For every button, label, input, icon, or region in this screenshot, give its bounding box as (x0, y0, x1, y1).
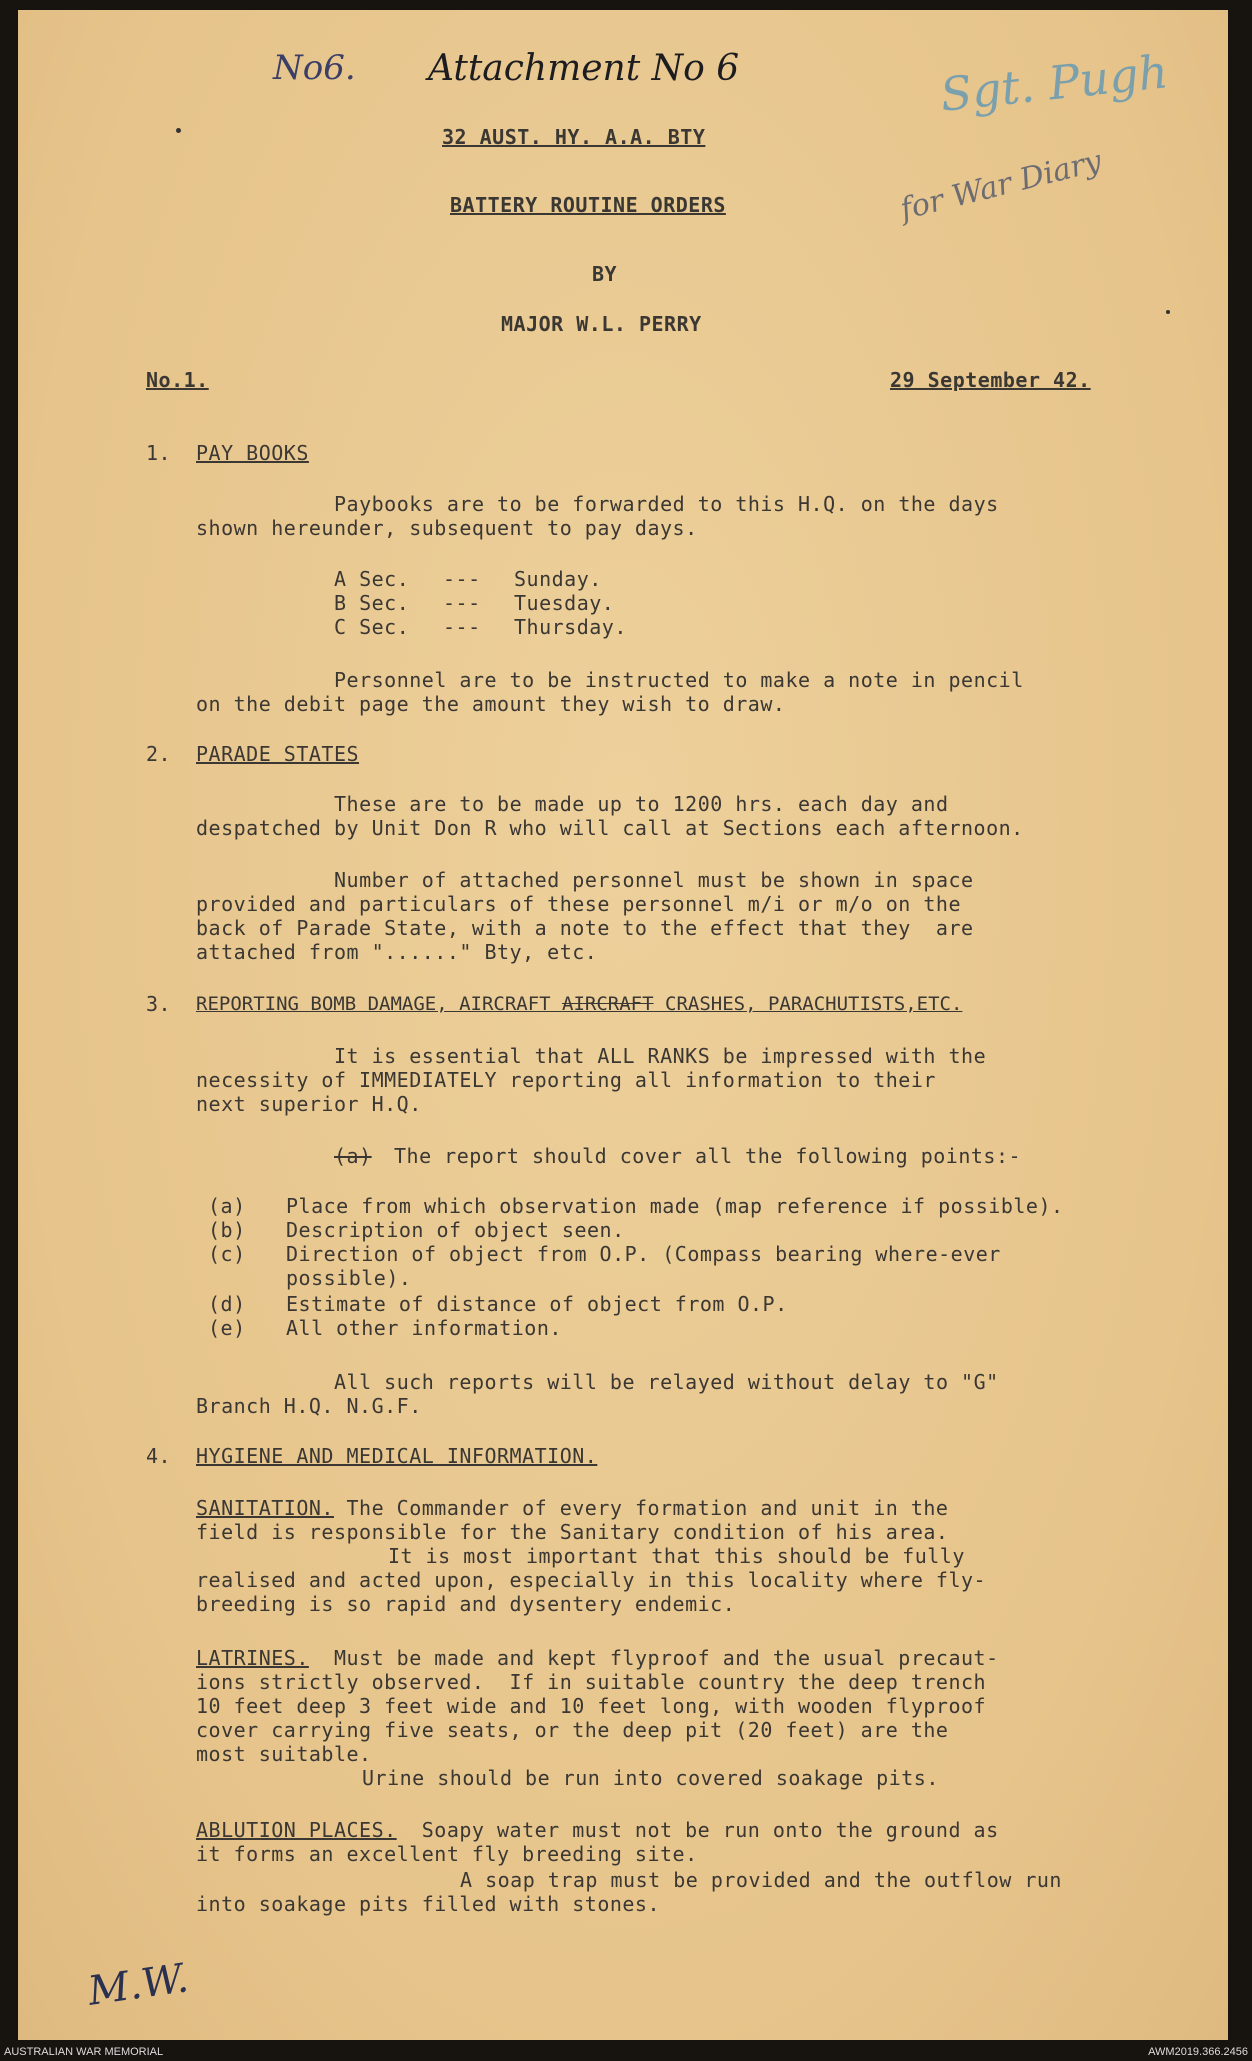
ink-mark (1166, 310, 1170, 314)
paragraph-line: despatched by Unit Don R who will call at Sections each afternoon. (196, 816, 1024, 840)
pay-day-section: B Sec. (334, 591, 410, 615)
point-label: (b) (208, 1218, 246, 1242)
latrines-paragraph (196, 1646, 999, 1670)
point-text: Description of object seen. (286, 1218, 625, 1242)
footer-reference: AWM2019.366.2456 (1148, 2046, 1248, 2058)
point-text: Direction of object from O.P. (Compass bearing where-ever (286, 1242, 1001, 1266)
paragraph-line: Must be made and kept flyproof and the usual precaut- (308, 1646, 999, 1670)
by-label: BY (592, 262, 618, 286)
paragraph-line: Urine should be run into covered soakage pits. (362, 1766, 939, 1790)
section-heading-parade-states: PARADE STATES (196, 742, 360, 766)
unit-heading: 32 AUST. HY. A.A. BTY (442, 125, 706, 149)
paragraph-line: ions strictly observed. If in suitable country the deep trench (196, 1670, 987, 1694)
paragraph-line: it forms an excellent fly breeding site. (196, 1842, 698, 1866)
document-title: BATTERY ROUTINE ORDERS (450, 193, 726, 217)
section-number: 2. (146, 742, 172, 766)
document-page (18, 10, 1228, 2040)
paragraph-line: shown hereunder, subsequent to pay days. (196, 516, 698, 540)
paragraph-line: Personnel are to be instructed to make a note in pencil (334, 668, 1024, 692)
pay-day: Thursday. (514, 615, 627, 639)
paragraph-line: These are to be made up to 1200 hrs. each day and (334, 792, 949, 816)
point-text: possible). (286, 1266, 412, 1290)
section-number: 1. (146, 441, 172, 465)
paragraph-line: necessity of IMMEDIATELY reporting all information to their (196, 1068, 936, 1092)
paragraph-line: Paybooks are to be forwarded to this H.Q. on the days (334, 492, 999, 516)
paragraph-line: on the debit page the amount they wish to draw. (196, 692, 786, 716)
heading-part: CRASHES, PARACHUTISTS,ETC. (653, 993, 963, 1015)
paragraph-line: next superior H.Q. (196, 1092, 422, 1116)
paragraph-line: realised and acted upon, especially in this locality where fly- (196, 1568, 987, 1592)
pay-day-section: A Sec. (334, 567, 410, 591)
point-text: All other information. (286, 1316, 562, 1340)
ink-mark (176, 128, 181, 133)
handwritten-initials: M.W. (85, 1955, 192, 2015)
sanitation-paragraph (196, 1496, 948, 1520)
latrines-label: LATRINES. (196, 1646, 309, 1670)
handwritten-sgt-pugh: Sgt. Pugh (937, 44, 1171, 122)
section-number: 4. (146, 1444, 172, 1468)
paragraph-line: Branch H.Q. N.G.F. (196, 1394, 422, 1418)
section-heading-hygiene: HYGIENE AND MEDICAL INFORMATION. (196, 1444, 598, 1468)
footer-credit: AUSTRALIAN WAR MEMORIAL (4, 2046, 164, 2058)
paragraph-line: Number of attached personnel must be shown in space (334, 868, 974, 892)
paragraph-line: cover carrying five seats, or the deep pit (20 feet) are the (196, 1718, 949, 1742)
paragraph-line: into soakage pits filled with stones. (196, 1892, 661, 1916)
section-heading-pay-books: PAY BOOKS (196, 441, 309, 465)
ablution-paragraph (196, 1818, 999, 1842)
paragraph-line: The report should cover all the following points:- (394, 1144, 1022, 1168)
paragraph-line: The Commander of every formation and unit in the (333, 1496, 949, 1520)
handwritten-ref-number: No6. (273, 48, 356, 88)
paragraph-line: field is responsible for the Sanitary condition of his area. (196, 1520, 949, 1544)
order-date: 29 September 42. (890, 368, 1091, 392)
sanitation-label: SANITATION. (196, 1496, 334, 1520)
pay-day: Sunday. (514, 567, 602, 591)
paragraph-line: back of Parade State, with a note to the effect that they are (196, 916, 974, 940)
section-number: 3. (146, 992, 172, 1016)
point-text: Estimate of distance of object from O.P. (286, 1292, 788, 1316)
heading-part: REPORTING BOMB DAMAGE, AIRCRAFT (196, 993, 563, 1015)
pay-day-separator: --- (443, 615, 481, 639)
paragraph-line: It is most important that this should be fully (388, 1544, 965, 1568)
paragraph-line: breeding is so rapid and dysentery endemic. (196, 1592, 736, 1616)
paragraph-line: most suitable. (196, 1742, 372, 1766)
pay-day-separator: --- (443, 591, 481, 615)
point-label: (a) (208, 1194, 246, 1218)
paragraph-line: 10 feet deep 3 feet wide and 10 feet long, with wooden flyproof (196, 1694, 987, 1718)
commander-name: MAJOR W.L. PERRY (501, 312, 702, 336)
point-label: (d) (208, 1292, 246, 1316)
pay-day: Tuesday. (514, 591, 615, 615)
pay-day-section: C Sec. (334, 615, 410, 639)
paragraph-line: A soap trap must be provided and the outflow run (460, 1868, 1062, 1892)
paragraph-line: provided and particulars of these personnel m/i or m/o on the (196, 892, 962, 916)
point-label: (e) (208, 1316, 246, 1340)
point-label: (c) (208, 1242, 246, 1266)
ablution-label: ABLUTION PLACES. (196, 1818, 397, 1842)
paragraph-line: All such reports will be relayed without delay to "G" (334, 1370, 999, 1394)
paragraph-line: It is essential that ALL RANKS be impressed with the (334, 1044, 987, 1068)
paragraph-line: attached from "......" Bty, etc. (196, 940, 598, 964)
point-text: Place from which observation made (map reference if possible). (286, 1194, 1064, 1218)
paragraph-line: Soapy water must not be run onto the ground as (396, 1818, 999, 1842)
section-heading-reporting (196, 992, 962, 1016)
struck-word: AIRCRAFT (562, 993, 654, 1015)
pay-day-separator: --- (443, 567, 481, 591)
struck-label: (a) (334, 1144, 372, 1168)
handwritten-for-war-diary: for War Diary (896, 143, 1106, 228)
order-number: No.1. (146, 368, 209, 392)
handwritten-attachment: Attachment No 6 (428, 48, 740, 89)
